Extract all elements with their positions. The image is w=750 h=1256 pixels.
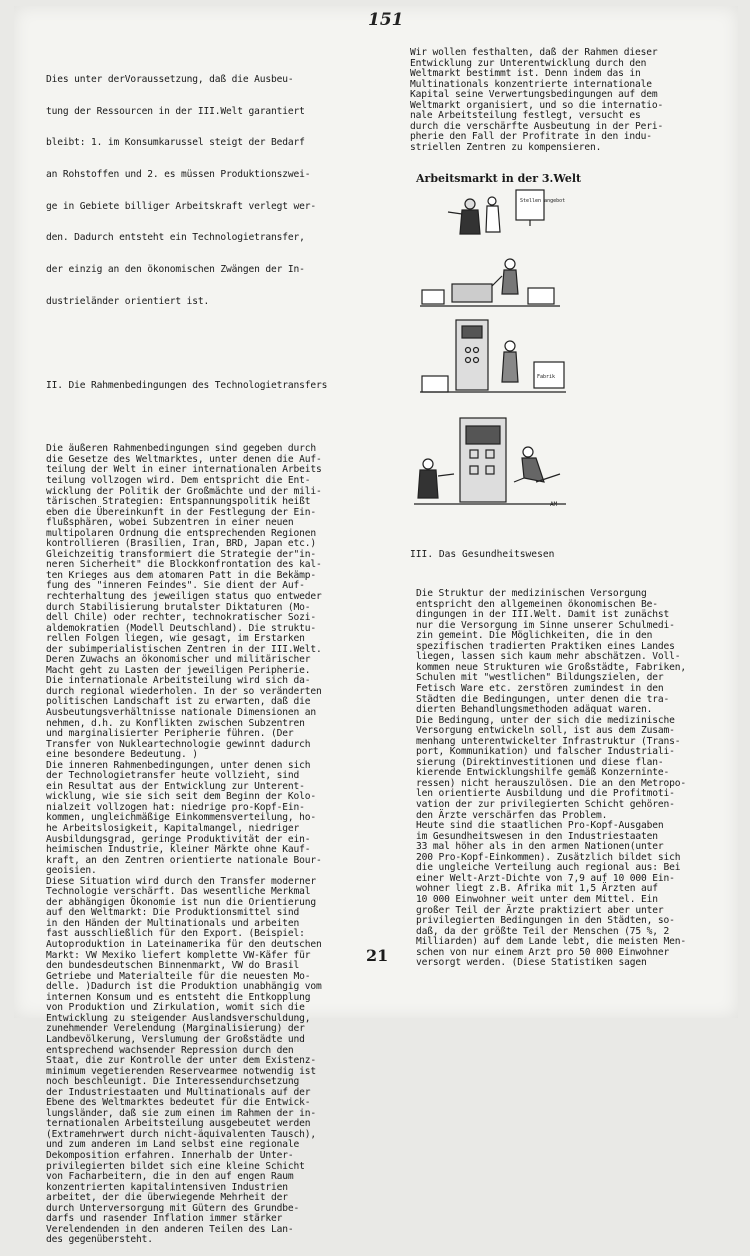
text-line: flußsphären, wobei Subzentren in einer neuen	[46, 517, 294, 529]
text-line: dell Chile) oder rechter, technokratischer Sozi-	[46, 612, 317, 624]
right-column-top	[410, 27, 710, 164]
text-line: kommen neue Strukturen wie Großstädte, Fabriken,	[416, 661, 687, 673]
text-line: durch Unterversorgung mit Gütern des Grundbe-	[46, 1202, 300, 1214]
cartoon-panel-factory	[420, 320, 566, 392]
text-line: Milliarden) auf dem Lande lebt, die meisten Men-	[416, 936, 687, 948]
text-line: pherie den Fall der Profitrate in den indu-	[410, 131, 652, 143]
text-line: (Extramehrwert durch nicht-äquivalenten Tausch),	[46, 1128, 317, 1140]
text-line: Die internationale Arbeitsteilung wird sich da-	[46, 675, 311, 687]
text-line: den bundesdeutschen Binnenmarkt, VW do Brasil	[46, 960, 300, 972]
text-line: sierung (Direktinvestitionen und diese flan-	[416, 756, 664, 768]
text-line: liegen, lassen sich kaum mehr abschätzen. Voll-	[416, 651, 681, 663]
text-line: kierende Entwicklungshilfe gemäß Konzerninte-	[416, 767, 670, 779]
text-line: den Ärzte verschärfen das Problem.	[416, 809, 608, 821]
text-line: neren Sicherheit" die Blockkonfrontation des kal-	[46, 559, 322, 571]
text-line: kommen, ungleichmäßige Einkommensverteilung, ho-	[46, 812, 317, 824]
text-line: nur die Versorgung im Sinne unserer Schulmedi-	[416, 619, 675, 631]
text-line: entsprechend wachsender Repression durch den	[46, 1044, 294, 1056]
text-line: im Gesundheitswesen in den Industriestaaten	[416, 830, 658, 842]
text-line: delle. )Dadurch ist die Produktion unabhängig vom	[46, 981, 322, 993]
text-line: Die inneren Rahmenbedingungen, unter denen sich	[46, 759, 311, 771]
text-line: 10 000 Einwohner weit unter dem Mittel. Ein	[416, 893, 658, 905]
text-line: tung der Ressourcen in der III.Welt garantiert	[46, 105, 305, 117]
text-line: Schulen mit "westlichen" Bildungszielen, der	[416, 672, 664, 684]
left-column	[46, 33, 376, 1256]
text-line: eine besondere Bedeutung. )	[46, 749, 198, 761]
text-line: aldemokratien (Modell Deutschland). Die struktu-	[46, 622, 317, 634]
text-line: rellen Folgen liegen, wie gesagt, im Erstarken	[46, 633, 305, 645]
text-line: lungsländer, daß sie zum einen im Rahmen der in-	[46, 1107, 317, 1119]
right-intro-paragraph	[410, 48, 710, 153]
text-line: Städten die Bedingungen, unter denen die tra-	[416, 693, 670, 705]
text-line: und zum anderen im Land selbst eine regionale	[46, 1139, 300, 1151]
text-line: Deren Zuwachs an ökonomischer und militärischer	[46, 654, 311, 666]
text-line: Autoproduktion in Lateinamerika für den deutschen	[46, 939, 322, 951]
cartoon-title: Arbeitsmarkt in der 3.Welt	[416, 172, 582, 185]
text-line: ein Resultat aus der Entwicklung zur Unterent-	[46, 780, 305, 792]
text-line: kraft, an den Zentren orientierte nationale Bour-	[46, 854, 322, 866]
text-line: ternationalen Arbeitsteilung ausgebeutet werden	[46, 1118, 311, 1130]
text-line: Macht geht zu Lasten der jeweiligen Peripherie.	[46, 664, 311, 676]
text-line: zin gemeint. Die Möglichkeiten, die in den	[416, 630, 653, 642]
handwritten-page-number: 151	[368, 10, 404, 30]
text-line: Wir wollen festhalten, daß der Rahmen dieser	[410, 47, 658, 59]
text-line: Verelendenden in den anderen Teilen des Lan-	[46, 1223, 294, 1235]
text-line: multipolaren Ordnung die entsprechenden Regionen	[46, 527, 317, 539]
text-line: spezifischen tradierten Praktiken eines Landes	[416, 640, 675, 652]
text-line: Staat, die zur Kontrolle der unter dem Existenz-	[46, 1055, 317, 1067]
text-line: der Industriestaaten und Multinationals auf der	[46, 1086, 311, 1098]
text-line: einer Welt-Arzt-Dichte von 7,9 auf 10 000 Ein-	[416, 872, 675, 884]
cartoon-panel-workshop	[420, 259, 560, 306]
text-line: minimum vegetierenden Reservearmee notwendig ist	[46, 1065, 317, 1077]
text-line: arbeitet, der die überwiegende Mehrheit der	[46, 1192, 288, 1204]
text-line: Weltmarkt bestimmt ist. Denn indem das in	[410, 68, 641, 80]
text-line: Entwicklung zu steigender Auslandsverschuldung,	[46, 1012, 311, 1024]
text-line: Ausbildungsgrad, geringe Produktivität der ein-	[46, 833, 311, 845]
text-line: menhang unterentwickelter Infrastruktur (Trans-	[416, 735, 681, 747]
right-column-bottom	[416, 568, 718, 979]
text-line: Fetisch Ware etc. zerstören zumindest in den	[416, 683, 664, 695]
text-line: wicklung der Politik der Großmächte und der mili-	[46, 485, 322, 497]
text-line: die ungleiche Verteilung auch regional aus: Bei	[416, 862, 681, 874]
text-line: an Rohstoffen und 2. es müssen Produktionszwei-	[46, 169, 311, 181]
text-line: geoisien.	[46, 865, 97, 877]
text-line: internen Konsum und es entsteht die Entkopplung	[46, 991, 311, 1003]
text-line: durch die verschärfte Ausbeutung in der Peri-	[410, 120, 664, 132]
text-line: Die Struktur der medizinischen Versorgung	[416, 588, 647, 600]
text-line: privilegierten bildet sich eine kleine Schicht	[46, 1160, 305, 1172]
text-line: teilung der Welt in einer internationalen Arbeits	[46, 464, 322, 476]
text-line: ten Krieges aus dem atomaren Patt in die Bekämp-	[46, 569, 317, 581]
text-line: vation der zur privilegierten Schicht gehören-	[416, 799, 675, 811]
text-line: Die äußeren Rahmenbedingungen sind gegeben durch	[46, 443, 317, 455]
cartoon-signature: AM	[550, 501, 558, 508]
text-line: Ebene des Weltmarktes bedeutet für die Entwick-	[46, 1097, 311, 1109]
text-line: entspricht den allgemeinen ökonomischen Be-	[416, 598, 658, 610]
cartoon-crate-label: Fabrik	[537, 374, 556, 380]
text-line: Transfer von Nukleartechnologie gewinnt dadurch	[46, 738, 311, 750]
text-line: rechterhaltung des jeweiligen status quo entweder	[46, 590, 322, 602]
text-line: heimischen Industrie, kleiner Märkte ohne Kauf-	[46, 844, 311, 856]
text-line: Multinationals konzentrierte internationale	[410, 78, 652, 90]
text-line: der subimperialistischen Zentren in der III.Welt.	[46, 643, 322, 655]
text-line: von Produktion und Zirkulation, womit sich die	[46, 1002, 305, 1014]
text-line: noch beschleunigt. Die Interessendurchsetzung	[46, 1076, 300, 1088]
text-line: fast ausschließlich für den Export. (Beispiel:	[46, 928, 305, 940]
text-line: den. Dadurch entsteht ein Technologietransfer,	[46, 232, 305, 244]
text-line: dingungen in der III.Welt. Damit ist zunächst	[416, 609, 670, 621]
text-line: dustrieländer orientiert ist.	[46, 295, 210, 307]
text-line: daß, da der größte Teil der Menschen (75 %, 2	[416, 925, 670, 937]
text-line: Die Bedingung, unter der sich die medizinische	[416, 714, 675, 726]
text-line: dierten Behandlungsmethoden adäquat waren.	[416, 704, 653, 716]
text-line: nale Arbeitsteilung festlegt, versucht es	[410, 110, 641, 122]
text-line: konzentrierten kapitalintensiven Industrien	[46, 1181, 288, 1193]
text-line: Dekomposition erfahren. Innerhalb der Unter-	[46, 1149, 294, 1161]
text-line: nialzeit vollzogen hat: niedrige pro-Kopf-Ein-	[46, 801, 305, 813]
text-line: nehmen, d.h. zu Konflikten zwischen Subzentren	[46, 717, 305, 729]
text-line: durch regional wiederholen. In der so veränderten	[46, 685, 322, 697]
text-line: Heute sind die staatlichen Pro-Kopf-Ausgaben	[416, 820, 664, 832]
text-line: he Arbeitslosigkeit, Kapitalmangel, niedriger	[46, 823, 300, 835]
text-line: politischen Landschaft ist zu erwarten, daß die	[46, 696, 311, 708]
text-line: darfs und rasender Inflation immer stärker	[46, 1213, 283, 1225]
text-line: bleibt: 1. im Konsumkarussel steigt der Bedarf	[46, 137, 305, 149]
text-line: privilegierten Bedingungen in den Städten, so-	[416, 915, 675, 927]
right-body-text	[416, 589, 718, 969]
text-line: des gegenübersteht.	[46, 1234, 153, 1246]
text-line: 200 Pro-Kopf-Einkommen). Zusätzlich bildet sich	[416, 851, 681, 863]
text-line: der abhängigen Ökonomie ist nun die Orientierung	[46, 896, 317, 908]
text-line: tärischen Strategien: Entspannungspolitik heißt	[46, 496, 311, 508]
text-line: Kapital seine Verwertungsbedingungen auf dem	[410, 89, 658, 101]
text-line: len orientierte Ausbildung und die Profitmoti-	[416, 788, 675, 800]
text-line: wohner liegt z.B. Afrika mit 1,5 Ärzten auf	[416, 883, 658, 895]
text-line: ressen) nicht herauszulösen. Die an den Metropo-	[416, 777, 687, 789]
text-line: Entwicklung zur Unterentwicklung durch den	[410, 57, 647, 69]
text-line: die Gesetze des Weltmarktes, unter denen die Auf-	[46, 453, 322, 465]
text-line: in den Händen der Multinationals und arbeiten	[46, 917, 300, 929]
section-heading: III. Das Gesundheitswesen	[410, 549, 555, 560]
text-line: Getriebe und Materialteile für die neuesten Mo-	[46, 970, 311, 982]
cartoon-panel-hiring	[448, 190, 565, 234]
text-line: 33 mal höher als in den armen Nationen(unter	[416, 841, 664, 853]
labor-market-cartoon	[410, 186, 570, 516]
section-heading: II. Die Rahmenbedingungen des Technologietransfers	[46, 380, 328, 392]
text-line: teilung vollzogen wird. Dem entspricht die Ent-	[46, 474, 311, 486]
text-line: striellen Zentren zu kompensieren.	[410, 142, 602, 154]
text-line: schen von nur einem Arzt pro 50 000 Einwohner	[416, 946, 670, 958]
text-line: und marginalisierter Peripherie führen. (Der	[46, 728, 294, 740]
text-line: der einzig an den ökonomischen Zwängen der In-	[46, 264, 305, 276]
text-line: von Facharbeitern, die in den auf engen Raum	[46, 1171, 294, 1183]
text-line: Ausbeutungsverhältnisse nationale Dimensionen an	[46, 707, 317, 718]
text-line: Technologie verschärft. Das wesentliche Merkmal	[46, 886, 311, 898]
text-line: Versorgung entwickeln soll, ist aus dem Zusam-	[416, 725, 675, 737]
text-line: ge in Gebiete billiger Arbeitskraft verlegt wer-	[46, 200, 317, 212]
cartoon-sign-text: Stellen angebot	[520, 198, 566, 204]
text-line: Landbevölkerung, Verslumung der Großstädte und	[46, 1033, 305, 1045]
intro-paragraph	[46, 54, 376, 328]
page-number: 21	[366, 946, 389, 965]
text-line: auf den Weltmarkt: Die Produktionsmittel sind	[46, 907, 300, 919]
text-line: Diese Situation wird durch den Transfer moderner	[46, 875, 317, 887]
text-line: kontrollieren (Brasilien, Iran, BRD, Japan etc.)	[46, 538, 317, 550]
text-line: der Technologietransfer heute vollzieht, sind	[46, 770, 300, 782]
text-line: eben die Übereinkunft in der Festlegung der Ein-	[46, 506, 317, 518]
text-line: Markt: VW Mexiko liefert komplette VW-Käfer für	[46, 949, 311, 961]
text-line: port, Kommunikation) und falscher Industriali-	[416, 746, 675, 758]
text-line: wicklung, wie sie sich seit dem Beginn der Kolo-	[46, 791, 317, 803]
text-line: Weltmarkt organisiert, und so die internatio-	[410, 99, 664, 111]
text-line: versorgt werden. (Diese Statistiken sagen	[416, 957, 647, 969]
text-line: zunehmender Verelendung (Marginalisierung) der	[46, 1023, 305, 1035]
text-line: durch Stabilisierung brutalster Diktaturen (Mo-	[46, 601, 311, 613]
text-line: großer Teil der Ärzte praktiziert aber unter	[416, 904, 664, 916]
text-line: fung des "inneren Feindes". Sie dient der Auf-	[46, 580, 305, 592]
text-line: Dies unter derVoraussetzung, daß die Ausbeu-	[46, 74, 294, 86]
text-line: Gleichzeitig transformiert die Strategie der"in-	[46, 548, 317, 560]
left-body-text	[46, 444, 376, 1246]
cartoon-panel-automation	[414, 418, 566, 508]
